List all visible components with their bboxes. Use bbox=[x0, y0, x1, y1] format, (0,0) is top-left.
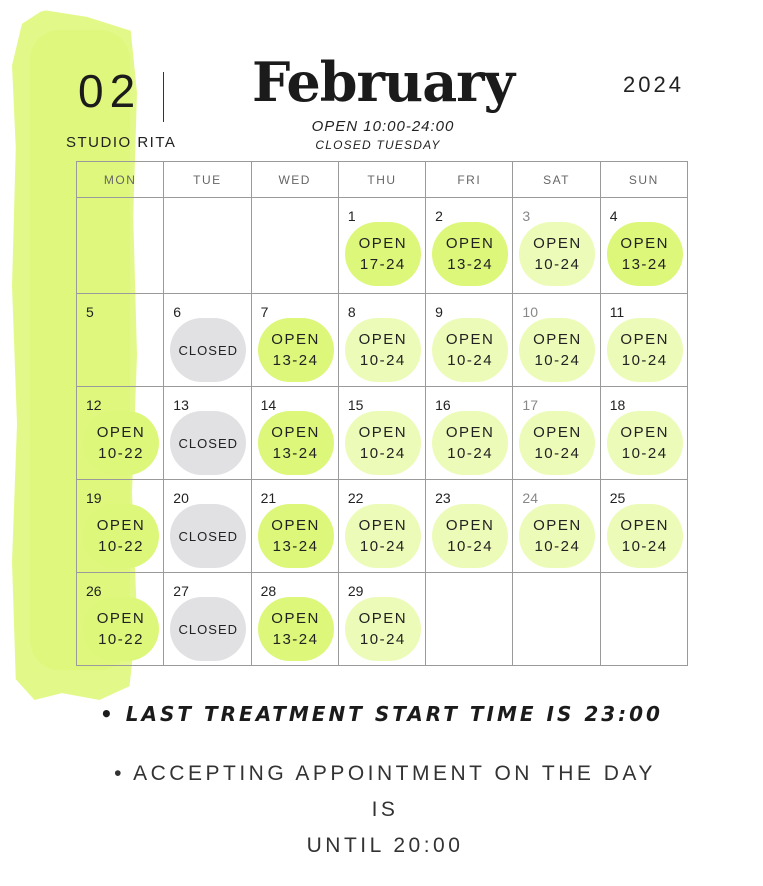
badge-line2: 13-24 bbox=[447, 256, 494, 273]
badge-line2: 13-24 bbox=[272, 631, 319, 648]
open-hours-badge bbox=[607, 318, 683, 382]
calendar-day-cell bbox=[600, 480, 687, 573]
badge-line1: OPEN bbox=[533, 424, 582, 441]
day-number: 10 bbox=[522, 304, 538, 320]
day-number: 8 bbox=[347, 304, 356, 320]
badge-line1: CLOSED bbox=[178, 435, 239, 451]
badge-line1: OPEN bbox=[533, 235, 582, 252]
calendar-day-cell bbox=[426, 387, 513, 480]
day-number: 5 bbox=[86, 304, 94, 320]
calendar-day-cell bbox=[426, 294, 513, 387]
day-number: 17 bbox=[522, 397, 538, 413]
calendar-day-cell bbox=[251, 198, 338, 294]
calendar-day-cell bbox=[600, 573, 687, 666]
studio-name: STUDIO RITA bbox=[66, 134, 177, 151]
open-hours-badge bbox=[607, 222, 683, 286]
calendar-day-cell bbox=[338, 573, 425, 666]
day-number: 21 bbox=[260, 490, 277, 506]
open-hours: OPEN 10:00-24:00 bbox=[311, 118, 455, 135]
closed-badge bbox=[170, 597, 246, 661]
open-hours-badge bbox=[258, 318, 334, 382]
badge-line1: OPEN bbox=[445, 517, 495, 534]
open-hours-badge bbox=[607, 411, 683, 475]
day-number: 29 bbox=[347, 583, 364, 599]
open-hours-badge bbox=[258, 597, 334, 661]
open-hours-badge bbox=[83, 411, 159, 475]
header-divider bbox=[163, 72, 164, 122]
open-hours-badge bbox=[83, 597, 159, 661]
day-number: 16 bbox=[435, 397, 451, 413]
day-number: 11 bbox=[609, 304, 625, 320]
calendar-day-cell bbox=[338, 387, 425, 480]
open-hours-badge bbox=[519, 222, 595, 286]
badge-line1: OPEN bbox=[533, 331, 582, 348]
badge-line1: OPEN bbox=[358, 424, 408, 441]
badge-line2: 10-24 bbox=[447, 538, 494, 555]
last-treatment-note: • LAST TREATMENT START TIME IS 23:00 bbox=[100, 702, 663, 726]
calendar-day-cell bbox=[251, 573, 338, 666]
badge-line2: 10-24 bbox=[621, 352, 668, 369]
badge-line2: 10-24 bbox=[359, 352, 406, 369]
badge-line1: OPEN bbox=[271, 610, 320, 627]
day-number: 19 bbox=[86, 490, 102, 506]
badge-line2: 13-24 bbox=[272, 445, 319, 462]
badge-line1: CLOSED bbox=[178, 342, 239, 358]
badge-line1: CLOSED bbox=[178, 621, 239, 637]
badge-line2: 10-24 bbox=[621, 445, 668, 462]
calendar-day-cell bbox=[164, 387, 251, 480]
open-hours-badge bbox=[258, 504, 334, 568]
badge-line2: 10-22 bbox=[98, 631, 144, 648]
closed-badge bbox=[170, 318, 246, 382]
day-number: 25 bbox=[609, 490, 626, 506]
open-hours-badge bbox=[345, 504, 421, 568]
badge-line2: 13-24 bbox=[621, 256, 668, 273]
day-number: 13 bbox=[173, 397, 189, 413]
calendar-week-row bbox=[77, 573, 688, 666]
calendar-day-cell bbox=[426, 198, 513, 294]
calendar-day-cell bbox=[338, 294, 425, 387]
calendar-day-cell bbox=[600, 387, 687, 480]
closed-day-note: CLOSED TUESDAY bbox=[315, 138, 441, 152]
day-number: 1 bbox=[347, 208, 356, 224]
day-number: 15 bbox=[347, 397, 364, 413]
calendar-day-cell bbox=[426, 573, 513, 666]
badge-line1: OPEN bbox=[271, 424, 320, 441]
day-number: 28 bbox=[260, 583, 277, 599]
weekday-tue: TUE bbox=[164, 162, 251, 198]
open-hours-badge bbox=[519, 504, 595, 568]
calendar-day-cell bbox=[164, 198, 251, 294]
day-number: 27 bbox=[173, 583, 189, 599]
weekday-wed: WED bbox=[251, 162, 338, 198]
calendar-day-cell bbox=[251, 387, 338, 480]
badge-line2: 10-24 bbox=[447, 352, 494, 369]
badge-line1: OPEN bbox=[445, 235, 495, 252]
month-title: February bbox=[251, 50, 515, 114]
calendar-day-cell bbox=[338, 480, 425, 573]
calendar-day-cell bbox=[513, 480, 600, 573]
calendar-day-cell bbox=[600, 294, 687, 387]
calendar-day-cell bbox=[77, 480, 164, 573]
calendar-day-cell bbox=[513, 198, 600, 294]
badge-line2: 17-24 bbox=[359, 256, 406, 273]
calendar-day-cell bbox=[77, 573, 164, 666]
calendar-day-cell bbox=[251, 480, 338, 573]
open-hours-badge bbox=[519, 411, 595, 475]
closed-badge bbox=[170, 411, 246, 475]
badge-line1: OPEN bbox=[96, 424, 146, 441]
calendar-day-cell bbox=[513, 387, 600, 480]
day-number: 6 bbox=[173, 304, 182, 320]
day-number: 3 bbox=[522, 208, 531, 224]
appointment-note-line1: • ACCEPTING APPOINTMENT ON THE DAY IS bbox=[114, 762, 656, 821]
day-number: 4 bbox=[609, 208, 618, 224]
calendar-day-cell bbox=[77, 198, 164, 294]
day-number: 2 bbox=[435, 208, 443, 224]
badge-line1: OPEN bbox=[358, 235, 408, 252]
badge-line1: OPEN bbox=[620, 235, 669, 252]
open-hours-badge bbox=[432, 318, 508, 382]
day-number: 26 bbox=[86, 583, 102, 599]
calendar-day-cell bbox=[164, 573, 251, 666]
badge-line2: 10-22 bbox=[98, 445, 144, 462]
day-number: 12 bbox=[86, 397, 102, 413]
open-hours-badge bbox=[432, 411, 508, 475]
calendar-week-row bbox=[77, 198, 688, 294]
badge-line2: 10-24 bbox=[534, 256, 581, 273]
badge-line1: OPEN bbox=[358, 610, 408, 627]
calendar-day-cell bbox=[338, 198, 425, 294]
badge-line1: OPEN bbox=[271, 517, 320, 534]
calendar-day-cell bbox=[513, 573, 600, 666]
day-number: 22 bbox=[347, 490, 364, 506]
open-hours-badge bbox=[258, 411, 334, 475]
badge-line2: 10-24 bbox=[534, 352, 581, 369]
open-hours-badge bbox=[345, 318, 421, 382]
badge-line2: 13-24 bbox=[272, 352, 319, 369]
closed-badge bbox=[170, 504, 246, 568]
open-hours-badge bbox=[345, 411, 421, 475]
badge-line1: OPEN bbox=[533, 517, 582, 534]
year-label: 2024 bbox=[623, 72, 684, 97]
badge-line1: OPEN bbox=[358, 517, 408, 534]
badge-line2: 10-22 bbox=[98, 538, 144, 555]
calendar-day-cell bbox=[600, 198, 687, 294]
calendar-grid bbox=[76, 161, 688, 666]
badge-line1: OPEN bbox=[96, 517, 146, 534]
badge-line2: 10-24 bbox=[621, 538, 668, 555]
day-number: 7 bbox=[260, 304, 269, 320]
badge-line1: OPEN bbox=[358, 331, 408, 348]
open-hours-badge bbox=[607, 504, 683, 568]
calendar-day-cell bbox=[77, 387, 164, 480]
open-hours-badge bbox=[432, 504, 508, 568]
calendar-day-cell bbox=[251, 294, 338, 387]
badge-line1: OPEN bbox=[445, 331, 495, 348]
open-hours-badge bbox=[345, 222, 421, 286]
badge-line2: 10-24 bbox=[359, 631, 406, 648]
badge-line2: 10-24 bbox=[359, 445, 406, 462]
day-number: 9 bbox=[435, 304, 443, 320]
calendar-week-row bbox=[77, 387, 688, 480]
calendar-day-cell bbox=[77, 294, 164, 387]
calendar-day-cell bbox=[164, 294, 251, 387]
weekday-sat: SAT bbox=[513, 162, 600, 198]
weekday-fri: FRI bbox=[426, 162, 513, 198]
badge-line2: 10-24 bbox=[359, 538, 406, 555]
calendar-week-row bbox=[77, 294, 688, 387]
calendar-day-cell bbox=[164, 480, 251, 573]
weekday-mon: MON bbox=[77, 162, 164, 198]
month-number: 02 bbox=[78, 65, 142, 117]
badge-line1: OPEN bbox=[271, 331, 320, 348]
badge-line2: 10-24 bbox=[534, 538, 581, 555]
day-number: 18 bbox=[609, 397, 626, 413]
day-number: 24 bbox=[522, 490, 538, 506]
appointment-note bbox=[100, 756, 670, 864]
badge-line2: 10-24 bbox=[534, 445, 581, 462]
badge-line1: OPEN bbox=[96, 610, 146, 627]
weekday-sun: SUN bbox=[600, 162, 687, 198]
open-hours-badge bbox=[519, 318, 595, 382]
appointment-note-line2: UNTIL 20:00 bbox=[306, 834, 464, 857]
day-number: 23 bbox=[435, 490, 451, 506]
day-number: 20 bbox=[173, 490, 189, 506]
calendar-week-row bbox=[77, 480, 688, 573]
calendar-day-cell bbox=[513, 294, 600, 387]
weekday-header-row bbox=[77, 162, 688, 198]
day-number: 14 bbox=[260, 397, 277, 413]
badge-line1: OPEN bbox=[620, 517, 669, 534]
badge-line1: OPEN bbox=[445, 424, 495, 441]
badge-line1: OPEN bbox=[620, 424, 669, 441]
badge-line1: CLOSED bbox=[178, 528, 239, 544]
weekday-thu: THU bbox=[338, 162, 425, 198]
badge-line2: 10-24 bbox=[447, 445, 494, 462]
open-hours-badge bbox=[432, 222, 508, 286]
badge-line2: 13-24 bbox=[272, 538, 319, 555]
open-hours-badge bbox=[83, 504, 159, 568]
badge-line1: OPEN bbox=[620, 331, 669, 348]
calendar-day-cell bbox=[426, 480, 513, 573]
open-hours-badge bbox=[345, 597, 421, 661]
